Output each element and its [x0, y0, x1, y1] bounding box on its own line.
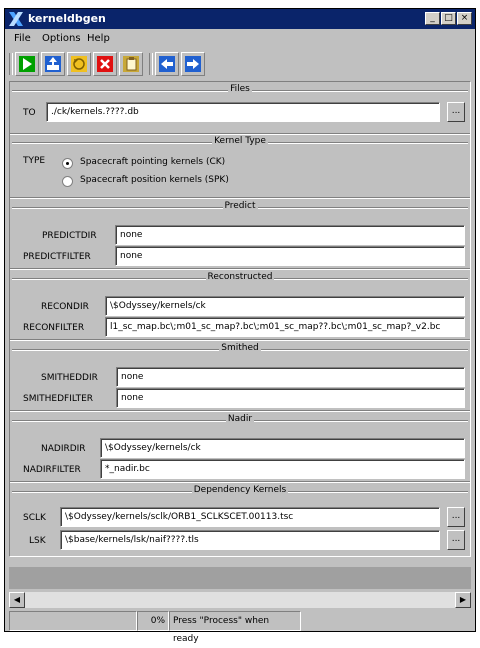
- main-window: [4, 8, 476, 644]
- minimize-button[interactable]: _: [425, 12, 440, 25]
- scroll-right-icon[interactable]: ▶: [455, 592, 471, 608]
- smithedfilter-field[interactable]: none: [116, 388, 465, 408]
- to-field[interactable]: ./ck/kernels.????.db: [46, 102, 440, 122]
- clipboard-icon: [122, 55, 140, 73]
- process-button[interactable]: [15, 52, 39, 76]
- section-divider: [10, 339, 470, 341]
- progress-bar: [9, 611, 137, 631]
- predictdir-field[interactable]: none: [115, 225, 465, 245]
- reset-icon: [70, 55, 88, 73]
- reconfilter-field[interactable]: l1_sc_map.bc\;m01_sc_map?.bc\;m01_sc_map??.bc\;m01_sc_map?_v2.bc: [105, 317, 465, 337]
- sclk-browse-button[interactable]: ...: [447, 507, 465, 527]
- menu-help[interactable]: Help: [87, 33, 110, 44]
- menu-file[interactable]: File: [14, 33, 31, 44]
- ck-radio[interactable]: [62, 158, 73, 169]
- maximize-button[interactable]: □: [441, 12, 456, 25]
- title-bar[interactable]: [5, 9, 475, 29]
- play-icon: [18, 55, 36, 73]
- nadirfilter-field[interactable]: *_nadir.bc: [100, 459, 465, 479]
- to-label: TO: [23, 108, 36, 118]
- sclk-label: SCLK: [23, 513, 46, 523]
- nadirfilter-label: NADIRFILTER: [23, 465, 81, 475]
- spk-radio[interactable]: [62, 176, 73, 187]
- progress-percent: 0%: [137, 611, 169, 631]
- nadirdir-field[interactable]: \$Odyssey/kernels/ck: [100, 438, 465, 458]
- predict-header: Predict: [224, 201, 256, 211]
- kernel-type-header: Kernel Type: [214, 136, 266, 146]
- lsk-browse-button[interactable]: ...: [447, 530, 465, 550]
- section-divider: [10, 197, 470, 199]
- smitheddir-label: SMITHEDDIR: [41, 373, 98, 383]
- close-button[interactable]: ×: [457, 12, 472, 25]
- cancel-button[interactable]: [93, 52, 117, 76]
- form-panel: [9, 81, 471, 557]
- smitheddir-field[interactable]: none: [116, 367, 465, 387]
- import-icon: [44, 55, 62, 73]
- status-message: Press "Process" when ready: [169, 611, 301, 631]
- lsk-label: LSK: [29, 536, 46, 546]
- smithedfilter-label: SMITHEDFILTER: [23, 394, 94, 404]
- lsk-field[interactable]: \$base/kernels/lsk/naif????.tls: [60, 530, 440, 550]
- recondir-field[interactable]: \$Odyssey/kernels/ck: [105, 296, 465, 316]
- toolbar-separator: [9, 53, 13, 75]
- smithed-header: Smithed: [221, 343, 259, 353]
- to-browse-button[interactable]: ...: [447, 102, 465, 122]
- menu-bar: [5, 31, 475, 47]
- recondir-label: RECONDIR: [41, 302, 89, 312]
- files-header: Files: [230, 84, 250, 94]
- back-arrow-icon: [158, 55, 176, 73]
- reconfilter-label: RECONFILTER: [23, 323, 85, 333]
- horizontal-scrollbar[interactable]: [9, 592, 471, 608]
- ck-option-label[interactable]: Spacecraft pointing kernels (CK): [80, 157, 226, 167]
- scroll-left-icon[interactable]: ◀: [9, 592, 25, 608]
- nadirdir-label: NADIRDIR: [41, 444, 86, 454]
- x-logo-icon: [8, 11, 24, 27]
- import-button[interactable]: [41, 52, 65, 76]
- section-divider: [10, 268, 470, 270]
- section-divider: [10, 410, 470, 412]
- predictfilter-label: PREDICTFILTER: [23, 252, 91, 262]
- section-divider: [10, 133, 470, 135]
- sclk-field[interactable]: \$Odyssey/kernels/sclk/ORB1_SCLKSCET.00113.tsc: [60, 507, 440, 527]
- predictfilter-field[interactable]: none: [115, 246, 465, 266]
- predictdir-label: PREDICTDIR: [42, 231, 97, 241]
- nadir-header: Nadir: [227, 414, 253, 424]
- forward-button[interactable]: [181, 52, 205, 76]
- clipboard-button[interactable]: [119, 52, 143, 76]
- cancel-icon: [96, 55, 114, 73]
- forward-arrow-icon: [184, 55, 202, 73]
- menu-options[interactable]: Options: [42, 33, 81, 44]
- reset-button[interactable]: [67, 52, 91, 76]
- toolbar-separator: [149, 53, 153, 75]
- dependency-header: Dependency Kernels: [193, 485, 287, 495]
- back-button[interactable]: [155, 52, 179, 76]
- type-label: TYPE: [23, 156, 46, 166]
- dark-gray-panel: [9, 567, 471, 589]
- window-title: kerneldbgen: [28, 12, 106, 25]
- reconstructed-header: Reconstructed: [207, 272, 273, 282]
- spk-option-label[interactable]: Spacecraft position kernels (SPK): [80, 175, 229, 185]
- section-divider: [10, 481, 470, 483]
